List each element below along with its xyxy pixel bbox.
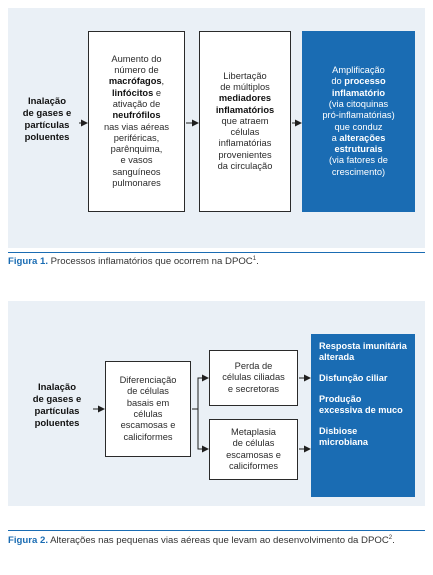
text-fragment: a [331, 132, 340, 143]
caption-text: Alterações nas pequenas vias aéreas que levam ao desenvolvimento da DPOC [47, 535, 389, 547]
text-line: parênquima, [110, 144, 163, 155]
text-line: células [230, 127, 260, 138]
text-line: da circulação [217, 161, 273, 172]
fig2-input-line: de gases e [32, 393, 82, 405]
fig1-input-line: poluentes [24, 131, 70, 143]
text-line: pulmonares [112, 178, 161, 189]
fig2-branch-line [192, 378, 208, 409]
fig2-input-line: poluentes [34, 417, 80, 429]
caption-end: . [392, 535, 395, 547]
fig2-input-line: partículas [34, 405, 80, 417]
caption-text: Processos inflamatórios que ocorrem na DPOC [47, 256, 253, 268]
bold-term: alterações [339, 132, 386, 143]
text-line: que conduz [334, 121, 383, 132]
text-line: (via citoquinas [328, 98, 389, 109]
outcome-item: Resposta imunitária alterada [319, 341, 407, 363]
text-line: provenientes [218, 149, 272, 160]
fig1-input-line: Inalação [27, 96, 67, 107]
outcome-item: Disbiose microbiana [319, 426, 369, 448]
caption-ref: 2 [388, 535, 393, 541]
text-line: Aumento do [111, 53, 162, 64]
text-line: sanguíneos [112, 166, 161, 177]
bold-term: inflamatórios [215, 104, 275, 115]
bold-term: macrófagos [108, 76, 162, 87]
bold-term: mediadores [218, 93, 272, 104]
caption-end: . [256, 256, 259, 268]
outcome-item: Disfunção ciliar [319, 373, 388, 384]
bold-term: linfócitos [111, 87, 154, 98]
text-line: escamosas e [226, 449, 281, 460]
text-line: escamosas e [120, 420, 176, 431]
fig2-input-line: Inalação [37, 382, 77, 393]
text-line: ativação de [112, 98, 161, 109]
fig1-input-line: partículas [24, 119, 70, 131]
caption-lead: Figura 2. [8, 535, 48, 547]
caption-lead: Figura 1. [8, 256, 48, 268]
text-fragment: do [331, 76, 345, 87]
text-line: periféricas, [113, 132, 160, 143]
text-line: e secretoras [227, 383, 280, 394]
text-line: Diferenciação [119, 375, 177, 386]
text-line: células [133, 409, 163, 419]
text-line: Libertação [223, 70, 267, 81]
caption-ref: 1 [252, 256, 257, 262]
text-line: Perda de [234, 361, 273, 371]
bold-term: estruturais [334, 144, 383, 155]
text-line: de células [232, 438, 275, 449]
text-fragment: , [161, 76, 165, 87]
text-line: crescimento) [331, 166, 386, 177]
text-line: (via fatores de [329, 155, 388, 166]
text-line: que atraem [221, 115, 269, 126]
bold-term: processo [344, 76, 386, 87]
outcome-item: Produção excessiva de muco [319, 394, 403, 416]
text-line: inflamatórias [218, 138, 272, 149]
fig2-branch-line-lower [198, 409, 208, 449]
text-line: e vasos [120, 155, 153, 166]
text-line: caliciformes [123, 431, 173, 442]
bold-term: inflamatório [331, 87, 386, 98]
bold-term: neufrófilos [112, 110, 161, 121]
text-line: células ciliadas [222, 372, 285, 383]
text-line: de células [127, 386, 169, 397]
fig1-input-line: de gases e [22, 107, 72, 119]
text-line: Metaplasia [231, 426, 276, 437]
text-line: número de [114, 64, 159, 75]
text-line: caliciformes [228, 460, 279, 471]
text-line: Amplificação [332, 64, 385, 75]
text-fragment: e [153, 87, 162, 98]
text-line: nas vias aéreas [103, 121, 170, 132]
text-line: pró-inflamatórias) [322, 110, 395, 121]
text-line: de múltiplos [220, 81, 270, 92]
text-line: basais em [126, 397, 170, 408]
